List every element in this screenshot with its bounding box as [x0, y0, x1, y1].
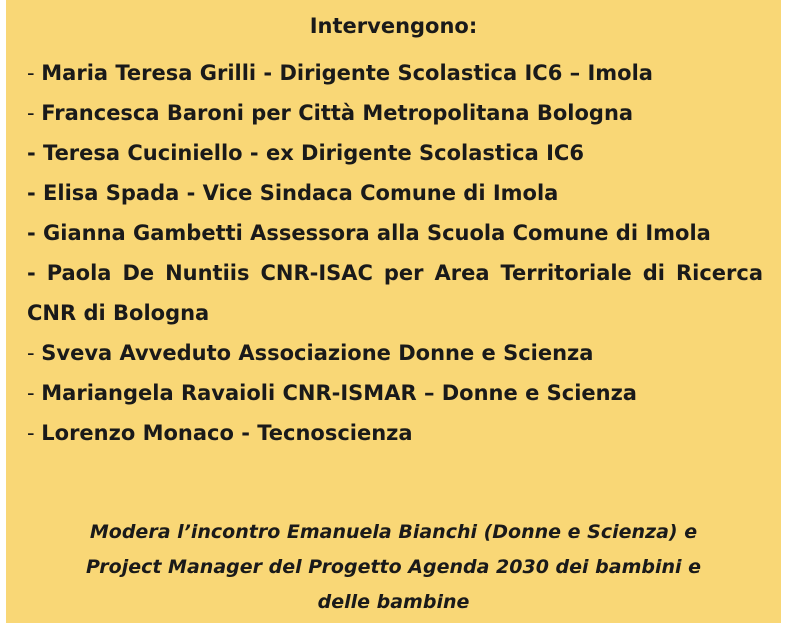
moderation-line-3: delle bambine: [317, 591, 470, 613]
list-dash: -: [27, 101, 42, 125]
moderation-line-2: Project Manager del Progetto Agenda 2030 dei bambini e: [85, 556, 702, 578]
moderation-note: [6, 515, 781, 620]
participants-list: [27, 53, 763, 453]
list-dash: -: [27, 181, 44, 205]
list-dash: -: [27, 61, 42, 85]
moderation-line-1: Modera l’incontro Emanuela Bianchi (Donne e Scienza) e: [89, 521, 698, 543]
list-dash: -: [27, 341, 42, 365]
participant-text: Elisa Spada - Vice Sindaca Comune di Imola: [43, 181, 559, 205]
list-dash: -: [27, 261, 47, 285]
list-dash: -: [27, 221, 44, 245]
heading: Intervengono:: [309, 14, 478, 38]
list-dash: -: [27, 141, 44, 165]
participant-text: Sveva Avveduto Associazione Donne e Scienza: [41, 341, 594, 365]
participant-text: Paola De Nuntiis CNR-ISAC per Area Territoriale di Ricerca CNR di Bologna: [27, 261, 763, 325]
list-item: [27, 93, 763, 133]
participant-text: Lorenzo Monaco - Tecnoscienza: [41, 421, 413, 445]
list-item: [27, 173, 763, 213]
list-item: [27, 253, 763, 333]
list-item: [27, 53, 763, 93]
participant-text: Teresa Cuciniello - ex Dirigente Scolastica IC6: [43, 141, 584, 165]
list-item: [27, 413, 763, 453]
document-panel: [6, 0, 781, 623]
list-dash: -: [27, 381, 42, 405]
list-item: [27, 373, 763, 413]
list-item: [27, 213, 763, 253]
participant-text: Mariangela Ravaioli CNR-ISMAR – Donne e Scienza: [41, 381, 637, 405]
list-item: [27, 333, 763, 373]
list-item: [27, 133, 763, 173]
list-dash: -: [27, 421, 42, 445]
participant-text: Maria Teresa Grilli - Dirigente Scolastica IC6 – Imola: [41, 61, 653, 85]
participant-text: Gianna Gambetti Assessora alla Scuola Comune di Imola: [43, 221, 711, 245]
participant-text: Francesca Baroni per Città Metropolitana Bologna: [41, 101, 634, 125]
